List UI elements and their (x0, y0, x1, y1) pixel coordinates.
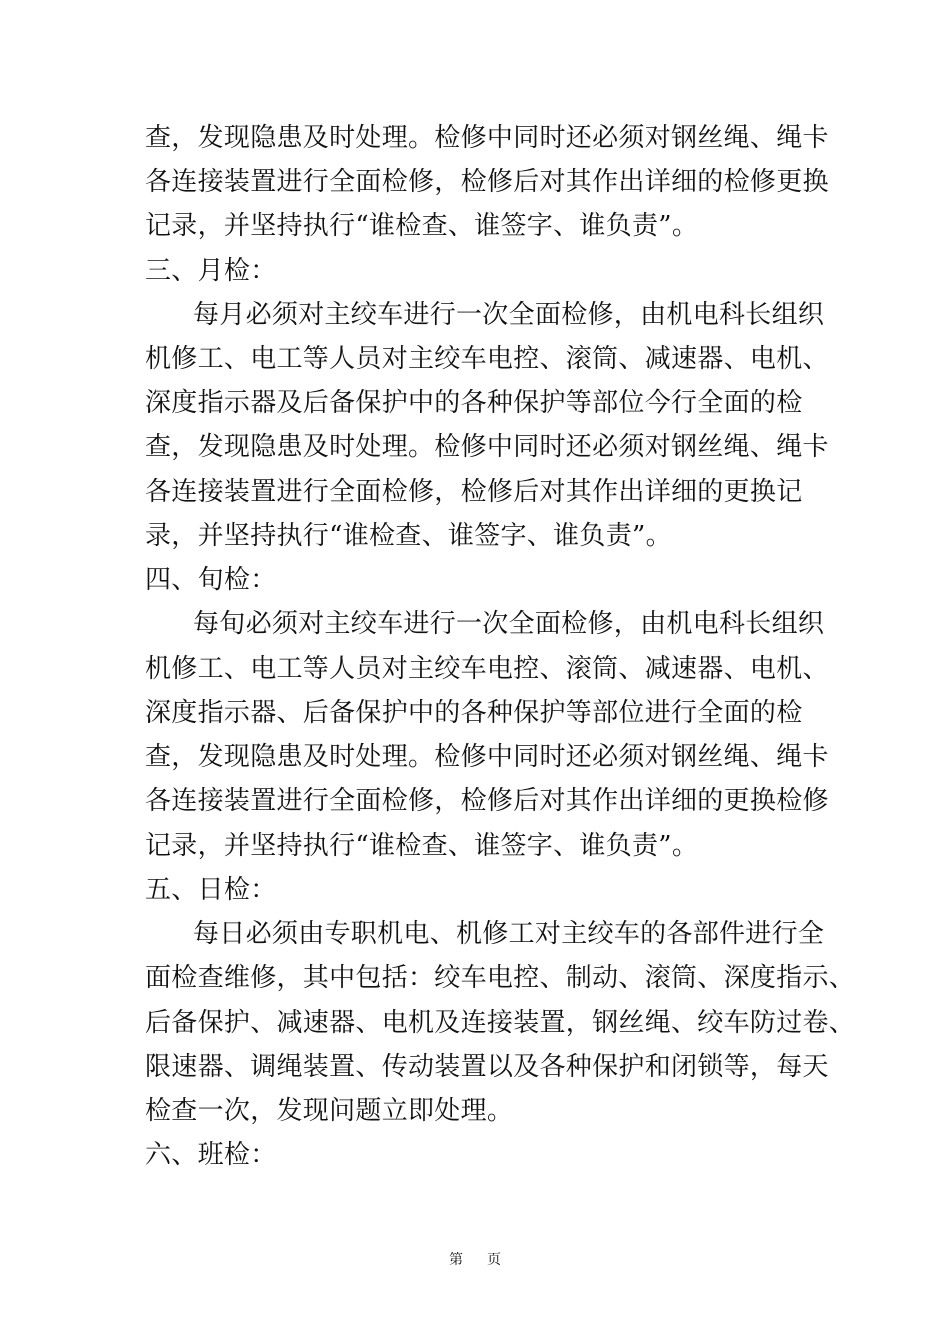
text-line: 每月必须对主绞车进行一次全面检修，由机电科长组织 (193, 300, 825, 330)
text-line: 查，发现隐患及时处理。检修中同时还必须对钢丝绳、绳卡 (145, 123, 829, 153)
footer-label-right: 页 (487, 1252, 501, 1268)
text-line: 各连接装置进行全面检修，检修后对其作出详细的更换记 (145, 477, 803, 507)
text-line: 记录，并坚持执行“谁检查、谁签字、谁负责”。 (145, 831, 699, 861)
text-line: 深度指示器、后备保护中的各种保护等部位进行全面的检 (145, 698, 803, 728)
text-line: 机修工、电工等人员对主绞车电控、滚筒、减速器、电机、 (145, 654, 829, 684)
footer-label-left: 第 (449, 1252, 463, 1268)
section-heading-monthly: 三、月检： (145, 256, 277, 286)
text-line: 限速器、调绳装置、传动装置以及各种保护和闭锁等，每天 (145, 1052, 829, 1082)
text-line: 每日必须由专职机电、机修工对主绞车的各部件进行全 (193, 919, 825, 949)
text-line: 每旬必须对主绞车进行一次全面检修，由机电科长组织 (193, 609, 825, 639)
section-heading-shift: 六、班检： (145, 1140, 277, 1170)
text-line: 查，发现隐患及时处理。检修中同时还必须对钢丝绳、绳卡 (145, 432, 829, 462)
text-line: 深度指示器及后备保护中的各种保护等部位今行全面的检 (145, 388, 803, 418)
text-line: 录，并坚持执行“谁检查、谁签字、谁负责”。 (145, 521, 672, 551)
text-line: 查，发现隐患及时处理。检修中同时还必须对钢丝绳、绳卡 (145, 742, 829, 772)
text-line: 检查一次，发现问题立即处理。 (145, 1096, 514, 1126)
text-line: 各连接装置进行全面检修，检修后对其作出详细的检修更换 (145, 167, 829, 197)
text-line: 面检查维修，其中包括：绞车电控、制动、滚筒、深度指示、 (145, 963, 856, 993)
text-line: 各连接装置进行全面检修，检修后对其作出详细的更换检修 (145, 786, 829, 816)
text-line: 记录，并坚持执行“谁检查、谁签字、谁负责”。 (145, 211, 699, 241)
page-footer (0, 1249, 950, 1269)
text-line: 后备保护、减速器、电机及连接装置，钢丝绳、绞车防过卷、 (145, 1008, 856, 1038)
section-heading-daily: 五、日检： (145, 875, 277, 905)
text-line: 机修工、电工等人员对主绞车电控、滚筒、减速器、电机、 (145, 344, 829, 374)
section-heading-ten-day: 四、旬检： (145, 565, 277, 595)
